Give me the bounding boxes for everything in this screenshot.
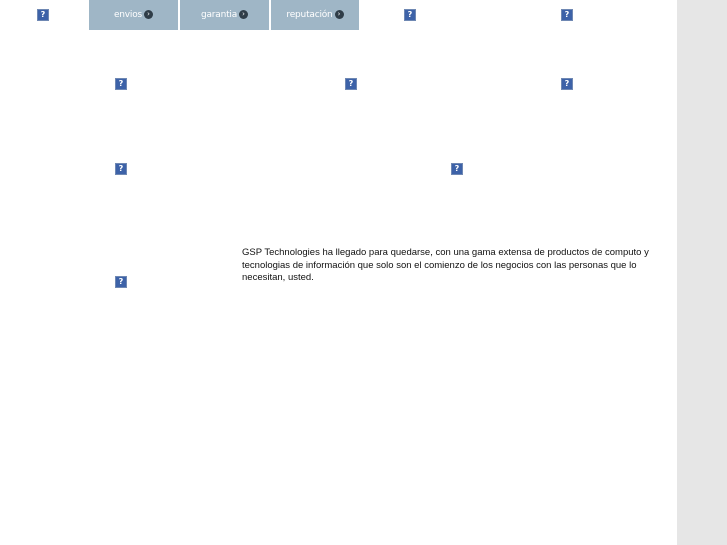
broken-image-icon[interactable]: ? xyxy=(115,78,127,90)
tab-garantia[interactable] xyxy=(180,0,269,30)
broken-image-icon[interactable]: ? xyxy=(345,78,357,90)
tab-reputacion-label: reputación xyxy=(286,10,333,20)
broken-image-icon[interactable]: ? xyxy=(37,9,49,21)
tab-reputacion[interactable] xyxy=(271,0,359,30)
tab-garantia-label: garantia xyxy=(200,10,238,20)
broken-image-icon[interactable]: ? xyxy=(561,78,573,90)
broken-image-icon[interactable]: ? xyxy=(404,9,416,21)
arrow-right-icon: › xyxy=(335,10,344,19)
arrow-right-icon: › xyxy=(239,10,248,19)
broken-image-icon[interactable]: ? xyxy=(561,9,573,21)
intro-paragraph: GSP Technologies ha llegado para quedarse, con una gama extensa de productos de computo y tecnologias de información que solo son el comienzo de los negocios con las personas que lo necesitan, usted. xyxy=(242,247,649,283)
broken-image-icon[interactable]: ? xyxy=(451,163,463,175)
broken-image-icon[interactable]: ? xyxy=(115,163,127,175)
tab-envios[interactable] xyxy=(89,0,178,30)
broken-image-icon[interactable]: ? xyxy=(115,276,127,288)
tab-envios-label: envios xyxy=(113,10,143,20)
arrow-right-icon: › xyxy=(144,10,153,19)
right-gray-panel xyxy=(677,0,727,545)
